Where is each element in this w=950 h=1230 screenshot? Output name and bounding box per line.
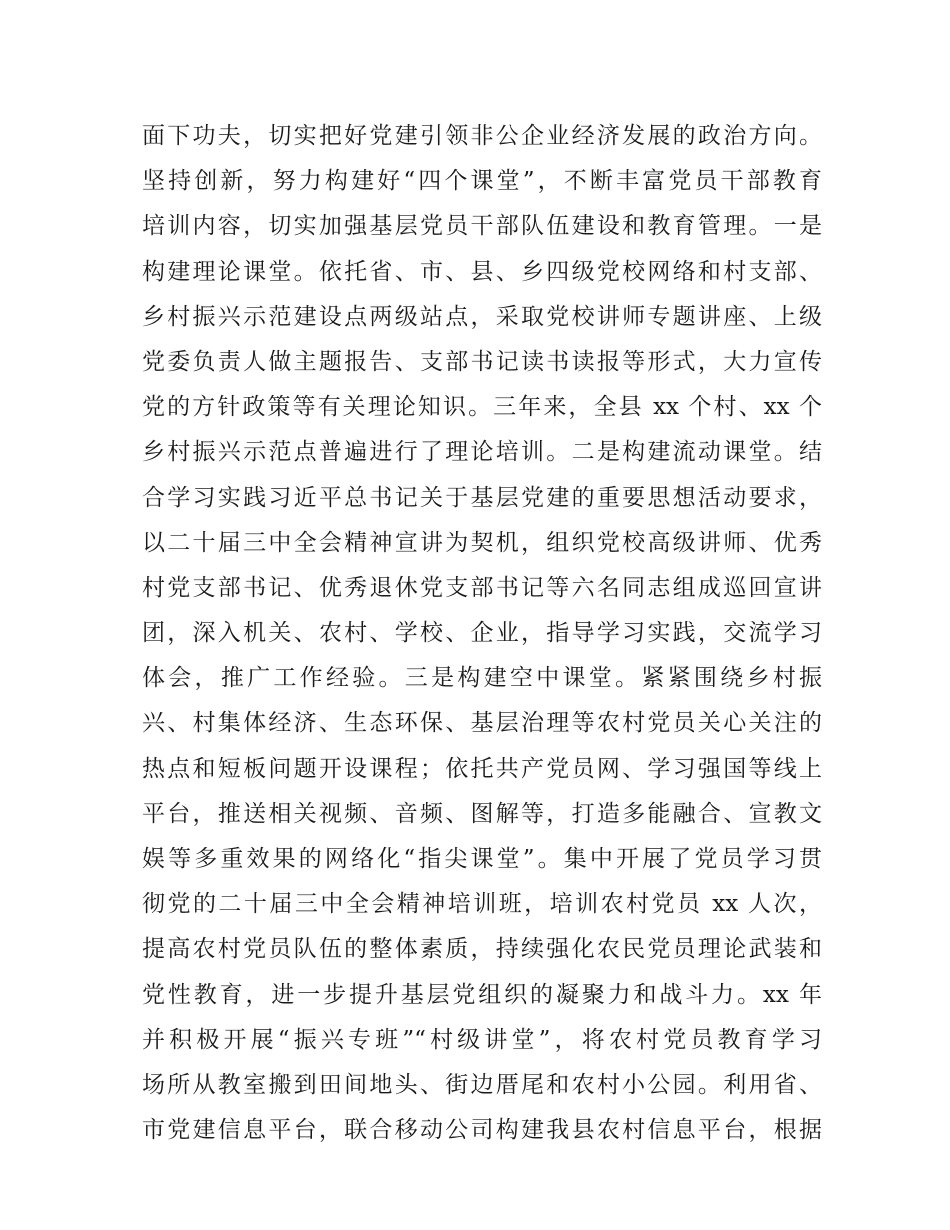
text-line: 提高农村党员队伍的整体素质，持续强化农民党员理论武装和: [142, 936, 822, 963]
text-line: 体会，推广工作经验。三是构建空中课堂。紧紧围绕乡村振: [142, 665, 822, 692]
text-line: 面下功夫，切实把好党建引领非公企业经济发展的政治方向。: [142, 123, 822, 149]
text-line: 党的方针政策等有关理论知识。三年来，全县 xx 个村、xx 个: [142, 394, 822, 421]
text-line: 团，深入机关、农村、学校、企业，指导学习实践，交流学习: [142, 620, 822, 647]
text-line: 市党建信息平台，联合移动公司构建我县农村信息平台，根据: [142, 1117, 822, 1144]
text-line: 坚持创新，努力构建好“四个课堂”，不断丰富党员干部教育: [142, 168, 822, 195]
text-line: 乡村振兴示范点普遍进行了理论培训。二是构建流动课堂。结: [142, 439, 822, 466]
text-line: 乡村振兴示范建设点两级站点，采取党校讲师专题讲座、上级: [142, 303, 822, 330]
text-line: 构建理论课堂。依托省、市、县、乡四级党校网络和村支部、: [142, 258, 822, 285]
text-line: 娱等多重效果的网络化“指尖课堂”。集中开展了党员学习贯: [142, 846, 822, 872]
text-line: 党性教育，进一步提升基层党组织的凝聚力和战斗力。xx 年: [142, 981, 822, 1008]
text-line: 村党支部书记、优秀退休党支部书记等六名同志组成巡回宣讲: [142, 574, 822, 601]
text-line: 合学习实践习近平总书记关于基层党建的重要思想活动要求，: [142, 484, 822, 511]
text-line: 场所从教室搬到田间地头、街边厝尾和农村小公园。利用省、: [142, 1071, 822, 1098]
text-line: 彻党的二十届三中全会精神培训班，培训农村党员 xx 人次，: [142, 891, 822, 918]
text-line: 党委负责人做主题报告、支部书记读书读报等形式，大力宣传: [142, 348, 822, 375]
text-line: 平台，推送相关视频、音频、图解等，打造多能融合、宣教文: [142, 800, 822, 827]
text-line: 以二十届三中全会精神宣讲为契机，组织党校高级讲师、优秀: [142, 529, 822, 556]
body-text: [142, 114, 822, 1153]
text-line: 热点和短板问题开设课程；依托共产党员网、学习强国等线上: [142, 755, 822, 782]
text-line: 兴、村集体经济、生态环保、基层治理等农村党员关心关注的: [142, 710, 822, 737]
text-line: 培训内容，切实加强基层党员干部队伍建设和教育管理。一是: [142, 213, 822, 240]
text-line: 并积极开展“振兴专班”“村级讲堂”，将农村党员教育学习: [142, 1026, 822, 1053]
